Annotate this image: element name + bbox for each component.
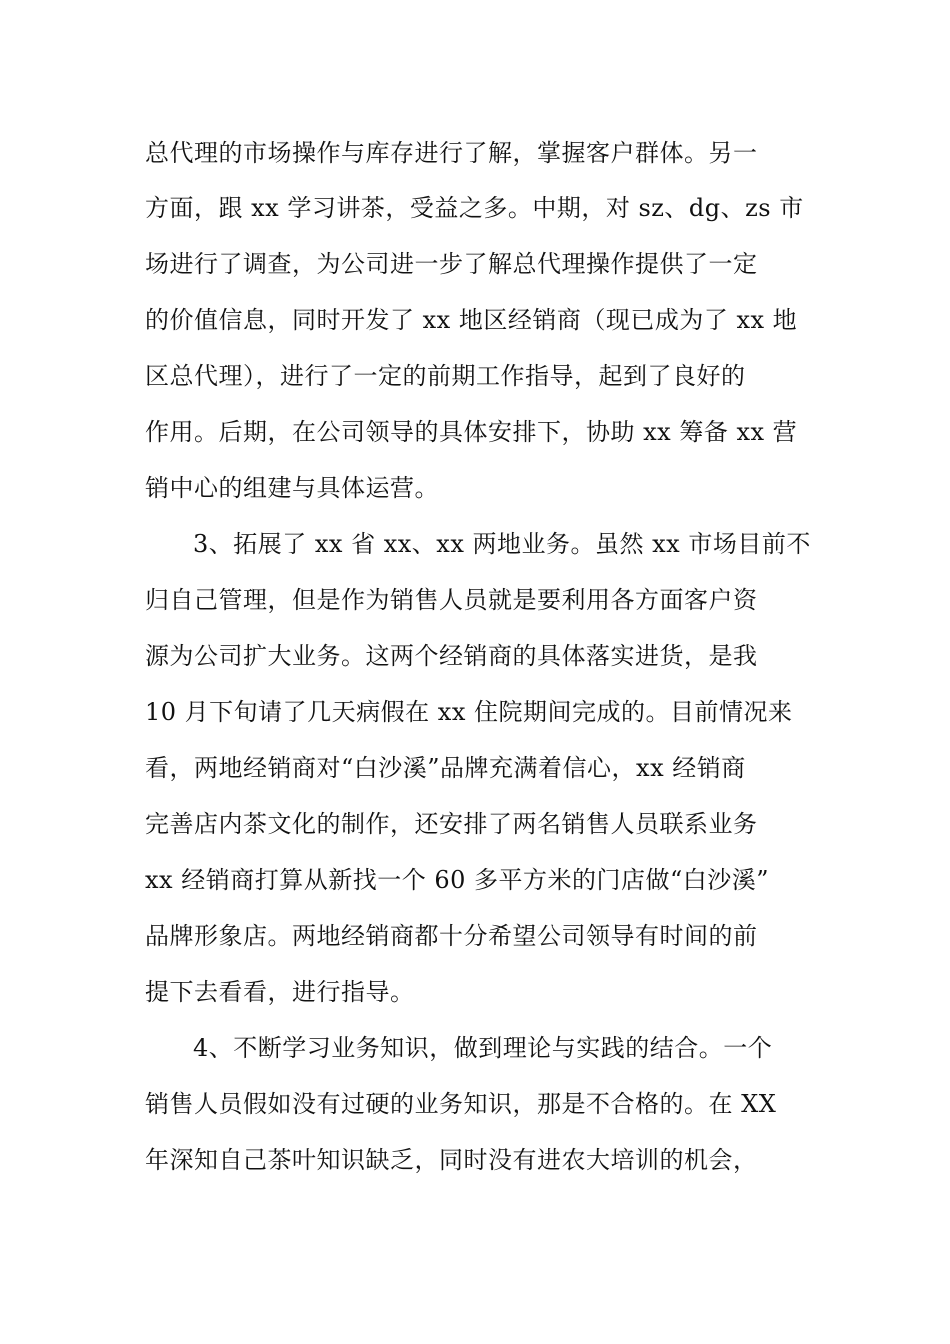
text-line: 年深知自己茶叶知识缺乏，同时没有进农大培训的机会， bbox=[145, 1146, 758, 1174]
text-line: 完善店内茶文化的制作，还安排了两名销售人员联系业务 bbox=[145, 810, 758, 838]
text-line: 的价值信息，同时开发了 xx 地区经销商（现已成为了 xx 地 bbox=[145, 306, 798, 334]
text-line: 总代理的市场操作与库存进行了解，掌握客户群体。另一 bbox=[145, 139, 758, 167]
paragraph-4-start: 4、不断学习业务知识，做到理论与实践的结合。一个 bbox=[193, 1034, 773, 1062]
text-line: 方面，跟 xx 学习讲茶，受益之多。中期，对 sz、dg、zs 市 bbox=[145, 194, 804, 222]
text-line: 区总代理），进行了一定的前期工作指导，起到了良好的 bbox=[145, 362, 746, 390]
text-line: xx 经销商打算从新找一个 60 多平方米的门店做“白沙溪” bbox=[145, 866, 770, 894]
paragraph-3-start: 3、拓展了 xx 省 xx、xx 两地业务。虽然 xx 市场目前不 bbox=[193, 530, 811, 558]
text-line: 作用。后期，在公司领导的具体安排下，协助 xx 筹备 xx 营 bbox=[145, 418, 798, 446]
text-line: 场进行了调查，为公司进一步了解总代理操作提供了一定 bbox=[145, 250, 758, 278]
text-line: 归自己管理，但是作为销售人员就是要利用各方面客户资 bbox=[145, 586, 758, 614]
text-line: 看，两地经销商对“白沙溪”品牌充满着信心，xx 经销商 bbox=[145, 754, 746, 782]
text-line: 品牌形象店。两地经销商都十分希望公司领导有时间的前 bbox=[145, 922, 758, 950]
text-line: 销售人员假如没有过硬的业务知识，那是不合格的。在 XX bbox=[145, 1090, 777, 1118]
text-line: 源为公司扩大业务。这两个经销商的具体落实进货，是我 bbox=[145, 642, 758, 670]
text-line: 销中心的组建与具体运营。 bbox=[145, 474, 439, 502]
text-line: 10 月下旬请了几天病假在 xx 住院期间完成的。目前情况来 bbox=[145, 698, 793, 726]
text-line: 提下去看看，进行指导。 bbox=[145, 978, 415, 1006]
